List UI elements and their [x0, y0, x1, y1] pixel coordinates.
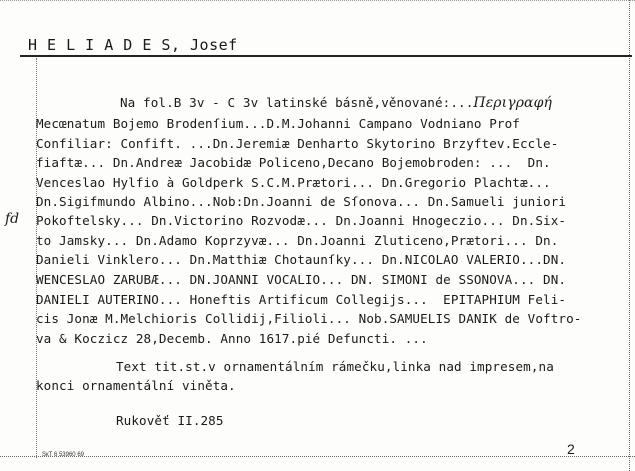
greek-word: Περιγραφή: [473, 95, 552, 111]
text-line-3: Confiliar: Confift. ...Dn.Jeremiæ Denharto Skytorino Brzyftev.Eccle-: [36, 136, 559, 151]
note-line-2: konci ornamentální viněta.: [36, 378, 236, 393]
text-line-12: cis Jonæ M.Melchioris Collidij,Filioli... Nob.SAMUELIS DANIK de Voftro-: [36, 311, 582, 326]
text-line-13: va & Koczicz 28,Decemb. Anno 1617.pié Defuncti. ...: [36, 331, 428, 346]
text-line-6: Dn.Sigifmundo Albino...Nob:Dn.Joanni de Sſonova... Dn.Samueli juniori: [36, 194, 567, 209]
text-line-5: Venceslao Hylfio à Goldperk S.C.M.Prætori... Dn.Gregorio Plachtæ...: [36, 175, 551, 190]
heading-rule: [20, 55, 632, 57]
card-heading: H E L I A D E S, Josef: [28, 36, 238, 54]
card-top-edge: [0, 0, 635, 1]
card-right-edge: [629, 0, 630, 471]
text-line-7: Pokoftelsky... Dn.Victorino Rozvodæ... Dn.Joanni Hnogeczio... Dn.Six-: [36, 213, 567, 228]
text-line-2: Mecœnatum Bojemo Brodenſium...D.M.Johanni Campano Vodniano Prof: [36, 116, 520, 131]
text-line-10: WENCESLAO ZARUBÆ... DN.JOANNI VOCALIO... DN. SIMONI de SSONOVA... DN.: [36, 272, 567, 287]
card-bottom-edge: [0, 456, 635, 457]
note-line-1: Text tit.st.v ornamentálním rámečku,linka nad impresem,na: [116, 359, 554, 374]
text-line-1: [120, 96, 552, 110]
text-line-4: fiaftæ... Dn.Andreæ Jacobidæ Policeno,Decano Bojemobroden: ... Dn.: [36, 155, 551, 170]
text-line-9: Danieli Vinklero... Dn.Matthiæ Chotaunſky... Dn.NICOLAO VALERIO...DN.: [36, 252, 567, 267]
text-line-1-text: Na fol.B 3v - C 3v latinské básně,věnované:...: [120, 95, 474, 110]
text-line-8: to Jamsky... Dn.Adamo Koprzyvæ... Dn.Joanni Zluticeno,Prætori... Dn.: [36, 233, 559, 248]
text-line-11: DANIELI AUTERINO... Honeftis Artificum Collegijs... EPITAPHIUM Feli-: [36, 292, 567, 307]
bibliographic-reference: Rukověť II.285: [116, 413, 224, 428]
archive-code: SкТ 6 53960 69: [42, 452, 84, 458]
page-number: 2: [567, 441, 575, 457]
margin-annotation: fd: [5, 211, 20, 227]
